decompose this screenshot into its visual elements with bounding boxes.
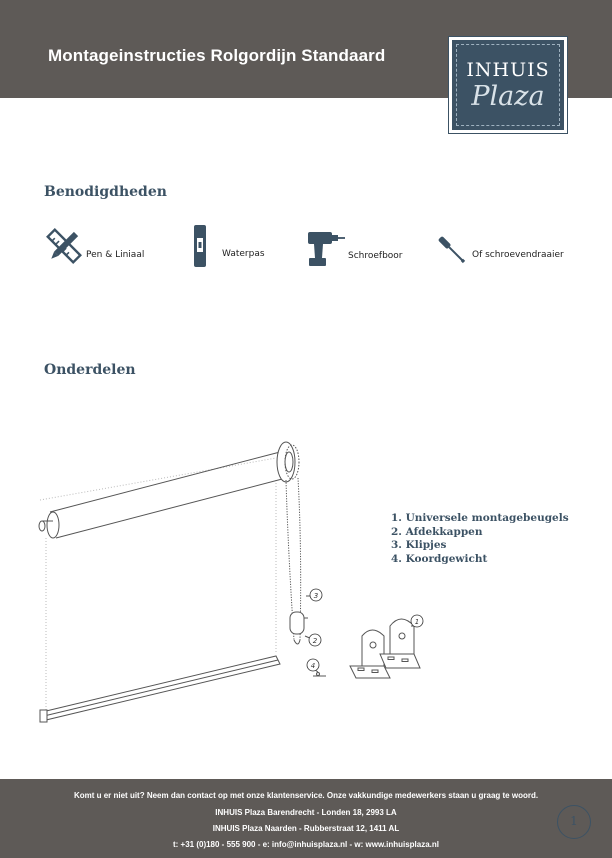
tool-label-screwdriver: Of schroevendraaier — [472, 250, 564, 260]
parts-list — [391, 512, 569, 566]
footer-address-barendrecht: INHUIS Plaza Barendrecht - Londen 18, 2993 LA — [215, 808, 397, 817]
parts-list-item: 3. Klipjes — [391, 539, 447, 551]
roller-blind-drawing — [39, 442, 420, 722]
tools-heading: Benodigdheden — [44, 184, 167, 200]
document-title: Montageinstructies Rolgordijn Standaard — [48, 46, 386, 65]
parts-list-item: 4. Koordgewicht — [391, 552, 488, 565]
parts-list-item: 2. Afdekkappen — [391, 525, 483, 538]
callout-4: 4 — [310, 662, 316, 670]
screwdriver-icon — [434, 232, 470, 268]
pencil-ruler-icon — [44, 226, 84, 266]
footer-contact-details: t: +31 (0)180 - 555 900 - e: info@inhuisplaza.nl - w: www.inhuisplaza.nl — [172, 840, 439, 849]
callout-3: 3 — [313, 592, 319, 600]
spirit-level-icon — [192, 224, 208, 268]
tool-label-drill: Schroefboor — [348, 251, 403, 261]
footer-contact-note: Komt u er niet uit? Neem dan contact op met onze klantenservice. Onze vakkundige medewerkers staan u graag te woord. — [73, 791, 539, 800]
page-number: 1 — [570, 814, 578, 828]
page-footer — [0, 779, 612, 858]
page-number-badge — [557, 805, 591, 839]
footer-address-naarden: INHUIS Plaza Naarden - Rubberstraat 12, 1411 AL — [212, 824, 400, 833]
tool-label-pen-ruler: Pen & Liniaal — [86, 250, 145, 260]
inhuis-plaza-logo — [449, 37, 567, 133]
callout-1: 1 — [414, 618, 420, 626]
logo-text-bottom: Plaza — [471, 81, 545, 112]
callout-2: 2 — [312, 637, 318, 645]
power-drill-icon — [306, 230, 346, 268]
logo-text-top: INHUIS — [466, 59, 550, 81]
roller-blind-diagram — [36, 440, 436, 740]
parts-heading: Onderdelen — [44, 362, 136, 378]
parts-list-item: 1. Universele montagebeugels — [391, 512, 569, 524]
tool-label-spirit-level: Waterpas — [222, 249, 265, 259]
